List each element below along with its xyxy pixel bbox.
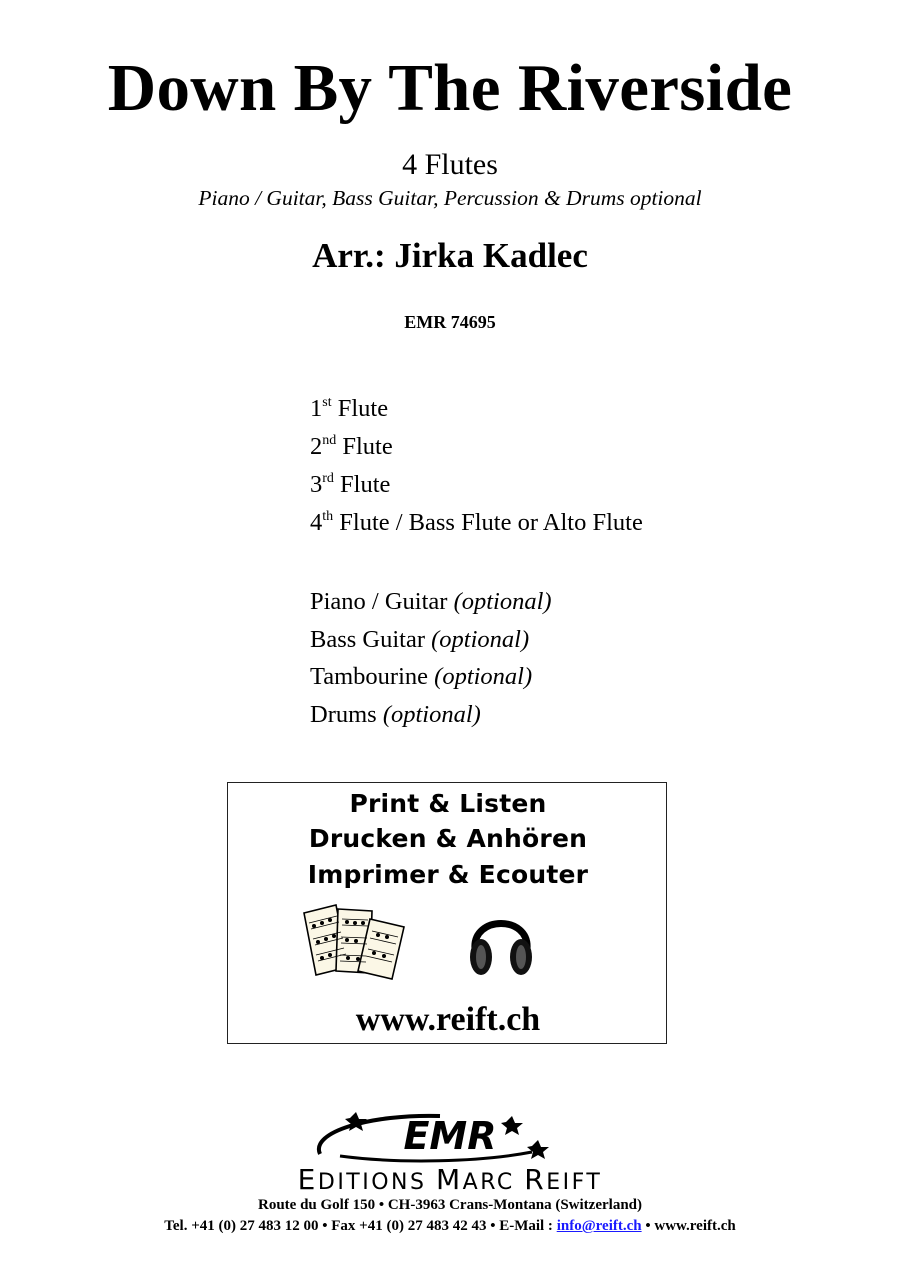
arranger: Arr.: Jirka Kadlec — [312, 236, 588, 275]
part-flute-1: 1st Flute — [310, 395, 389, 422]
email-link[interactable]: info@reift.ch — [556, 1218, 642, 1234]
part-drums: Drums (optional) — [310, 701, 481, 728]
part-tambourine: Tambourine (optional) — [310, 663, 533, 690]
promo-line-german: Drucken & Anhören — [308, 824, 588, 853]
publisher-name: EDITIONS MARC REIFT — [297, 1163, 603, 1196]
instrumentation: 4 Flutes — [402, 148, 498, 181]
emr-logo-text: EMR — [403, 1114, 497, 1158]
print-listen-box — [227, 782, 667, 1044]
part-piano-guitar: Piano / Guitar (optional) — [310, 588, 552, 615]
publisher-contact: Tel. +41 (0) 27 483 12 00 • Fax +41 (0) 27 483 42 43 • E-Mail : info@reift.ch • www.reift.ch — [164, 1218, 736, 1234]
catalog-number: EMR 74695 — [404, 312, 496, 332]
part-flute-2: 2nd Flute — [310, 433, 393, 460]
part-flute-3: 3rd Flute — [310, 471, 391, 498]
headphones-icon — [466, 905, 536, 981]
publisher-address: Route du Golf 150 • CH-3963 Crans-Montana (Switzerland) — [258, 1197, 642, 1213]
part-bass-guitar: Bass Guitar (optional) — [310, 626, 530, 653]
promo-line-english: Print & Listen — [349, 789, 547, 818]
part-flute-4: 4th Flute / Bass Flute or Alto Flute — [310, 509, 643, 536]
score-title: Down By The Riverside — [107, 51, 793, 125]
sheet-music-icon — [300, 901, 414, 981]
promo-website: www.reift.ch — [355, 1001, 541, 1038]
promo-line-french: Imprimer & Ecouter — [307, 860, 589, 889]
optional-instruments-line: Piano / Guitar, Bass Guitar, Percussion & Drums optional — [198, 186, 702, 210]
